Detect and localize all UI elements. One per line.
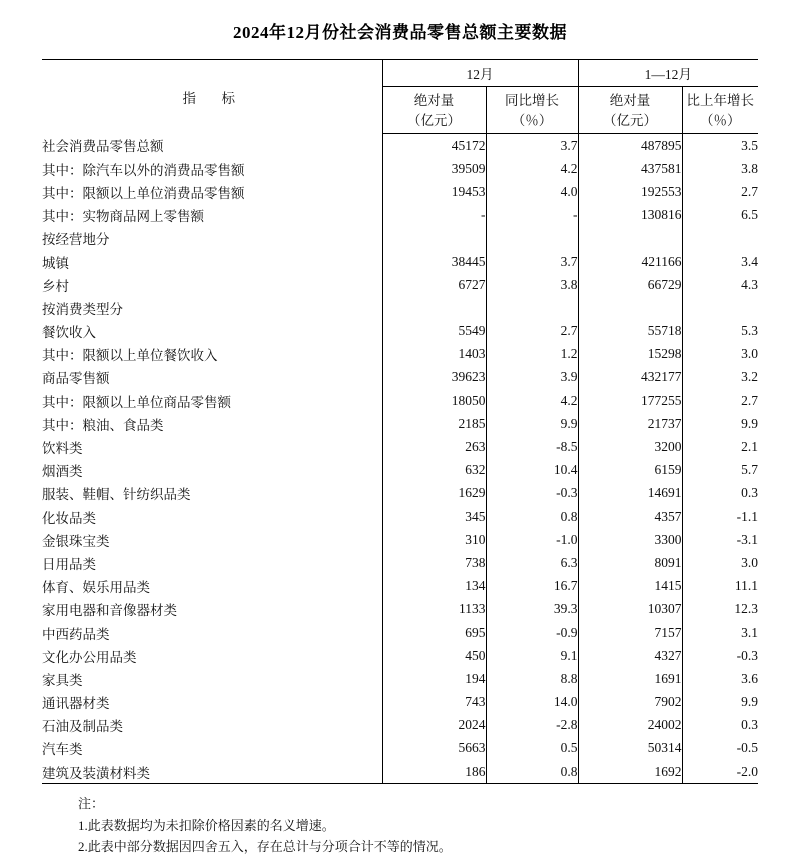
cell-cumulative-absolute: 130816 bbox=[578, 204, 682, 227]
cell-month-yoy bbox=[486, 227, 578, 250]
cell-month-yoy: 39.3 bbox=[486, 598, 578, 621]
cell-month-yoy: 10.4 bbox=[486, 459, 578, 482]
row-label: 其中：实物商品网上零售额 bbox=[42, 209, 204, 225]
row-label: 中西药品类 bbox=[42, 626, 110, 642]
cell-cumulative-absolute: 8091 bbox=[578, 551, 682, 574]
cell-cumulative-yoy: 3.5 bbox=[682, 134, 758, 158]
cell-month-yoy: 9.9 bbox=[486, 412, 578, 435]
page-title: 2024年12月份社会消费品零售总额主要数据 bbox=[233, 23, 567, 42]
cell-cumulative-absolute bbox=[578, 227, 682, 250]
cell-month-absolute: 134 bbox=[382, 575, 486, 598]
cell-cumulative-absolute: 10307 bbox=[578, 598, 682, 621]
cell-month-absolute: 450 bbox=[382, 644, 486, 667]
cell-cumulative-yoy: 11.1 bbox=[682, 575, 758, 598]
col-header-cumulative-yoy: 比上年增长 bbox=[682, 87, 758, 110]
cell-month-yoy: 16.7 bbox=[486, 575, 578, 598]
cell-month-absolute: 5663 bbox=[382, 737, 486, 760]
row-label: 建筑及装潢材料类 bbox=[42, 765, 150, 781]
cell-month-absolute: 695 bbox=[382, 621, 486, 644]
table-row bbox=[42, 691, 758, 714]
notes-title: 注： bbox=[78, 796, 105, 812]
cell-cumulative-absolute: 1415 bbox=[578, 575, 682, 598]
cell-cumulative-absolute: 487895 bbox=[578, 134, 682, 158]
table-row bbox=[42, 435, 758, 458]
cell-cumulative-absolute: 4357 bbox=[578, 505, 682, 528]
group-header-month: 12月 bbox=[382, 60, 578, 87]
cell-cumulative-absolute: 177255 bbox=[578, 389, 682, 412]
cell-cumulative-yoy: -0.3 bbox=[682, 644, 758, 667]
row-label: 通讯器材类 bbox=[42, 696, 110, 712]
col-unit-cumulative-yoy: （％） bbox=[682, 109, 758, 134]
cell-month-absolute: 38445 bbox=[382, 250, 486, 273]
cell-cumulative-absolute: 7902 bbox=[578, 691, 682, 714]
cell-cumulative-yoy: 3.4 bbox=[682, 250, 758, 273]
table-row bbox=[42, 389, 758, 412]
col-unit-cumulative-absolute: （亿元） bbox=[578, 109, 682, 134]
row-label: 按消费类型分 bbox=[42, 301, 123, 317]
row-label: 饮料类 bbox=[42, 441, 83, 457]
retail-sales-table bbox=[42, 59, 758, 783]
cell-month-yoy bbox=[486, 296, 578, 319]
col-header-month-yoy: 同比增长 bbox=[486, 87, 578, 110]
table-row bbox=[42, 412, 758, 435]
cell-cumulative-yoy bbox=[682, 227, 758, 250]
cell-month-absolute: 263 bbox=[382, 435, 486, 458]
cell-cumulative-absolute: 1692 bbox=[578, 760, 682, 783]
row-label: 其中：限额以上单位商品零售额 bbox=[42, 394, 231, 410]
cell-cumulative-absolute: 192553 bbox=[578, 180, 682, 203]
cell-month-absolute: 2185 bbox=[382, 412, 486, 435]
cell-cumulative-absolute: 4327 bbox=[578, 644, 682, 667]
table-row bbox=[42, 737, 758, 760]
row-label: 商品零售额 bbox=[42, 371, 110, 387]
cell-cumulative-yoy: -0.5 bbox=[682, 737, 758, 760]
cell-month-yoy: 8.8 bbox=[486, 667, 578, 690]
col-unit-month-yoy: （％） bbox=[486, 109, 578, 134]
table-row bbox=[42, 621, 758, 644]
table-row bbox=[42, 459, 758, 482]
cell-month-yoy: - bbox=[486, 204, 578, 227]
cell-cumulative-absolute: 21737 bbox=[578, 412, 682, 435]
cell-month-absolute: 1133 bbox=[382, 598, 486, 621]
row-label: 文化办公用品类 bbox=[42, 649, 137, 665]
notes-block bbox=[42, 784, 758, 857]
cell-cumulative-yoy: -3.1 bbox=[682, 528, 758, 551]
cell-month-yoy: 4.0 bbox=[486, 180, 578, 203]
row-label: 日用品类 bbox=[42, 556, 96, 572]
table-group-header-row bbox=[42, 60, 758, 87]
cell-cumulative-yoy: -2.0 bbox=[682, 760, 758, 783]
cell-cumulative-absolute: 66729 bbox=[578, 273, 682, 296]
row-label: 乡村 bbox=[42, 278, 69, 294]
table-row bbox=[42, 250, 758, 273]
table-row bbox=[42, 343, 758, 366]
row-label: 金银珠宝类 bbox=[42, 533, 110, 549]
cell-cumulative-absolute: 1691 bbox=[578, 667, 682, 690]
table-row bbox=[42, 714, 758, 737]
row-label: 石油及制品类 bbox=[42, 719, 123, 735]
cell-cumulative-absolute: 50314 bbox=[578, 737, 682, 760]
note-item-1: 1.此表数据均为未扣除价格因素的名义增速。 bbox=[78, 817, 335, 833]
cell-cumulative-yoy: 3.8 bbox=[682, 157, 758, 180]
cell-cumulative-yoy: 0.3 bbox=[682, 714, 758, 737]
cell-month-yoy: 0.8 bbox=[486, 760, 578, 783]
table-body bbox=[42, 134, 758, 784]
row-label: 其中：除汽车以外的消费品零售额 bbox=[42, 162, 245, 178]
cell-month-yoy: 3.9 bbox=[486, 366, 578, 389]
cell-month-yoy: 4.2 bbox=[486, 157, 578, 180]
cell-month-absolute: 632 bbox=[382, 459, 486, 482]
table-row bbox=[42, 366, 758, 389]
cell-month-absolute: 39509 bbox=[382, 157, 486, 180]
table-row bbox=[42, 551, 758, 574]
table-row bbox=[42, 227, 758, 250]
cell-month-absolute: - bbox=[382, 204, 486, 227]
cell-month-absolute: 5549 bbox=[382, 320, 486, 343]
cell-cumulative-absolute: 15298 bbox=[578, 343, 682, 366]
row-label: 其中：粮油、食品类 bbox=[42, 417, 164, 433]
row-label: 餐饮收入 bbox=[42, 325, 96, 341]
cell-cumulative-absolute: 24002 bbox=[578, 714, 682, 737]
cell-cumulative-absolute: 3200 bbox=[578, 435, 682, 458]
cell-cumulative-yoy: 6.5 bbox=[682, 204, 758, 227]
col-unit-month-absolute: （亿元） bbox=[382, 109, 486, 134]
table-row bbox=[42, 505, 758, 528]
table-row bbox=[42, 575, 758, 598]
cell-cumulative-yoy: 12.3 bbox=[682, 598, 758, 621]
cell-month-absolute bbox=[382, 227, 486, 250]
cell-cumulative-yoy: 3.1 bbox=[682, 621, 758, 644]
cell-month-yoy: -1.0 bbox=[486, 528, 578, 551]
indicator-column-header: 指 标 bbox=[42, 60, 382, 134]
cell-cumulative-yoy: 3.2 bbox=[682, 366, 758, 389]
cell-cumulative-absolute: 432177 bbox=[578, 366, 682, 389]
cell-month-yoy: 9.1 bbox=[486, 644, 578, 667]
table-row bbox=[42, 157, 758, 180]
cell-month-yoy: 3.8 bbox=[486, 273, 578, 296]
cell-cumulative-yoy: 2.1 bbox=[682, 435, 758, 458]
table-row bbox=[42, 204, 758, 227]
cell-month-yoy: 0.8 bbox=[486, 505, 578, 528]
cell-cumulative-absolute: 6159 bbox=[578, 459, 682, 482]
cell-cumulative-yoy: 5.7 bbox=[682, 459, 758, 482]
cell-month-absolute bbox=[382, 296, 486, 319]
table-row bbox=[42, 296, 758, 319]
cell-cumulative-yoy: 9.9 bbox=[682, 691, 758, 714]
row-label: 服装、鞋帽、针纺织品类 bbox=[42, 487, 191, 503]
cell-month-absolute: 2024 bbox=[382, 714, 486, 737]
cell-month-absolute: 1629 bbox=[382, 482, 486, 505]
cell-month-absolute: 18050 bbox=[382, 389, 486, 412]
cell-cumulative-yoy: 4.3 bbox=[682, 273, 758, 296]
cell-month-yoy: 1.2 bbox=[486, 343, 578, 366]
cell-month-absolute: 310 bbox=[382, 528, 486, 551]
cell-cumulative-yoy: 3.0 bbox=[682, 551, 758, 574]
cell-month-yoy: 2.7 bbox=[486, 320, 578, 343]
col-header-cumulative-absolute: 绝对量 bbox=[578, 87, 682, 110]
col-header-month-absolute: 绝对量 bbox=[382, 87, 486, 110]
cell-month-absolute: 345 bbox=[382, 505, 486, 528]
cell-month-yoy: -8.5 bbox=[486, 435, 578, 458]
cell-month-yoy: -2.8 bbox=[486, 714, 578, 737]
cell-month-absolute: 186 bbox=[382, 760, 486, 783]
cell-cumulative-yoy: 2.7 bbox=[682, 389, 758, 412]
cell-month-yoy: 3.7 bbox=[486, 250, 578, 273]
row-label: 城镇 bbox=[42, 255, 69, 271]
group-header-cumulative: 1—12月 bbox=[578, 60, 758, 87]
cell-cumulative-yoy: 9.9 bbox=[682, 412, 758, 435]
cell-cumulative-yoy: 3.6 bbox=[682, 667, 758, 690]
table-row bbox=[42, 667, 758, 690]
row-label: 家具类 bbox=[42, 672, 83, 688]
cell-cumulative-yoy: -1.1 bbox=[682, 505, 758, 528]
cell-cumulative-absolute: 7157 bbox=[578, 621, 682, 644]
cell-cumulative-yoy: 3.0 bbox=[682, 343, 758, 366]
row-label: 家用电器和音像器材类 bbox=[42, 603, 177, 619]
table-row bbox=[42, 320, 758, 343]
row-label: 其中：限额以上单位消费品零售额 bbox=[42, 185, 245, 201]
cell-cumulative-yoy: 5.3 bbox=[682, 320, 758, 343]
cell-cumulative-absolute: 3300 bbox=[578, 528, 682, 551]
cell-cumulative-absolute bbox=[578, 296, 682, 319]
table-row bbox=[42, 760, 758, 783]
cell-month-absolute: 19453 bbox=[382, 180, 486, 203]
row-label: 社会消费品零售总额 bbox=[42, 139, 164, 155]
cell-month-absolute: 1403 bbox=[382, 343, 486, 366]
note-item-2: 2.此表中部分数据因四舍五入，存在总计与分项合计不等的情况。 bbox=[78, 839, 452, 855]
cell-month-yoy: -0.9 bbox=[486, 621, 578, 644]
cell-month-absolute: 194 bbox=[382, 667, 486, 690]
cell-cumulative-absolute: 14691 bbox=[578, 482, 682, 505]
cell-cumulative-yoy: 0.3 bbox=[682, 482, 758, 505]
cell-cumulative-absolute: 437581 bbox=[578, 157, 682, 180]
row-label: 其中：限额以上单位餐饮收入 bbox=[42, 348, 218, 364]
cell-month-yoy: 4.2 bbox=[486, 389, 578, 412]
row-label: 体育、娱乐用品类 bbox=[42, 580, 150, 596]
cell-month-absolute: 738 bbox=[382, 551, 486, 574]
table-row bbox=[42, 180, 758, 203]
cell-month-yoy: 14.0 bbox=[486, 691, 578, 714]
cell-month-absolute: 6727 bbox=[382, 273, 486, 296]
cell-month-yoy: 3.7 bbox=[486, 134, 578, 158]
cell-month-absolute: 39623 bbox=[382, 366, 486, 389]
cell-month-absolute: 743 bbox=[382, 691, 486, 714]
table-row bbox=[42, 482, 758, 505]
row-label: 按经营地分 bbox=[42, 232, 110, 248]
cell-month-yoy: 6.3 bbox=[486, 551, 578, 574]
cell-month-yoy: -0.3 bbox=[486, 482, 578, 505]
table-row bbox=[42, 598, 758, 621]
cell-cumulative-yoy: 2.7 bbox=[682, 180, 758, 203]
cell-cumulative-absolute: 421166 bbox=[578, 250, 682, 273]
cell-month-yoy: 0.5 bbox=[486, 737, 578, 760]
row-label: 烟酒类 bbox=[42, 464, 83, 480]
table-row bbox=[42, 134, 758, 158]
table-row bbox=[42, 273, 758, 296]
table-row bbox=[42, 528, 758, 551]
row-label: 化妆品类 bbox=[42, 510, 96, 526]
cell-month-absolute: 45172 bbox=[382, 134, 486, 158]
cell-cumulative-yoy bbox=[682, 296, 758, 319]
cell-cumulative-absolute: 55718 bbox=[578, 320, 682, 343]
table-row bbox=[42, 644, 758, 667]
row-label: 汽车类 bbox=[42, 742, 83, 758]
